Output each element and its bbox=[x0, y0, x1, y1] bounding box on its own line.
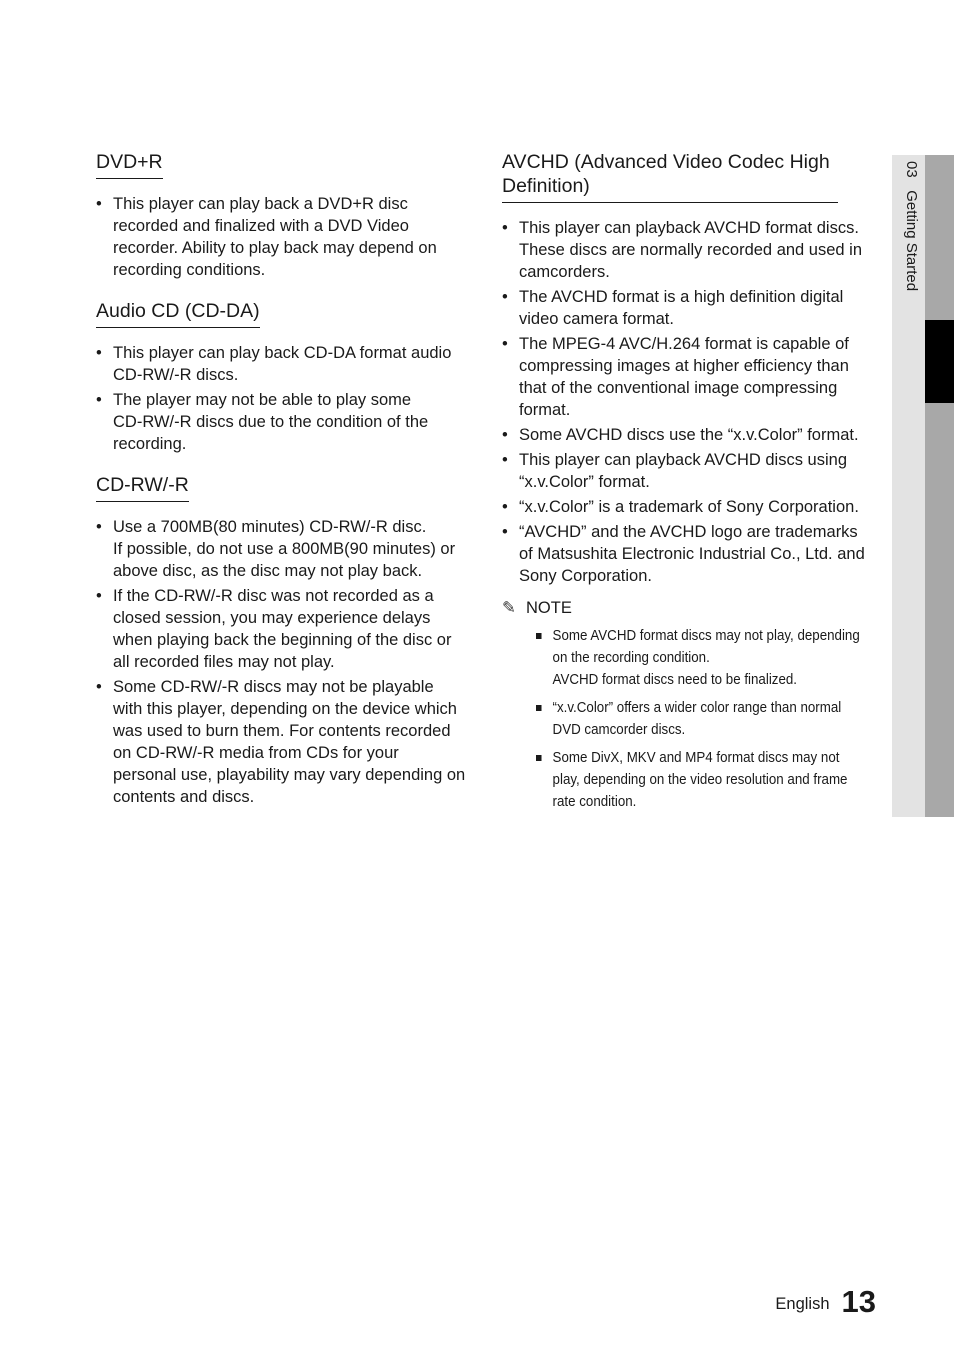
bullet-icon: • bbox=[502, 498, 508, 516]
section-heading: CD-RW/-R bbox=[96, 473, 189, 502]
section-cd-rw-r bbox=[96, 473, 472, 808]
note-item: Some AVCHD format discs may not play, depending on the recording condition. AVCHD format discs need to be finalized. bbox=[536, 625, 870, 691]
square-bullet-icon bbox=[536, 633, 542, 639]
bullet-list bbox=[502, 217, 874, 587]
list-item: • The AVCHD format is a high definition digital video camera format. bbox=[502, 288, 844, 328]
list-item: • “x.v.Color” is a trademark of Sony Corporation. bbox=[502, 498, 859, 516]
list-item: • This player can play back a DVD+R disc recorded and finalized with a DVD Video recorder. Ability to play back may depend on recording conditions. bbox=[96, 195, 437, 279]
note-item: “x.v.Color” offers a wider color range than normal DVD camcorder discs. bbox=[536, 697, 870, 741]
list-item: • If the CD-RW/-R disc was not recorded as a closed session, you may experience delays when playing back the beginning of the disc or all recorded files may not play. bbox=[96, 587, 452, 671]
chapter-tab bbox=[892, 155, 954, 817]
section-avchd bbox=[502, 150, 874, 813]
list-item: • This player can playback AVCHD discs using “x.v.Color” format. bbox=[502, 451, 848, 491]
note-list bbox=[502, 625, 874, 813]
list-item: • Use a 700MB(80 minutes) CD-RW/-R disc. If possible, do not use a 800MB(90 minutes) or above disc, as the disc may not play back. bbox=[96, 518, 456, 580]
chapter-tab-edge bbox=[925, 155, 954, 817]
square-bullet-icon bbox=[536, 755, 542, 761]
bullet-icon: • bbox=[502, 523, 508, 541]
section-audio-cd bbox=[96, 299, 472, 455]
section-heading: Audio CD (CD-DA) bbox=[96, 299, 260, 328]
bullet-icon: • bbox=[96, 518, 102, 536]
list-item: • “AVCHD” and the AVCHD logo are trademarks of Matsushita Electronic Industrial Co., Ltd. and Sony Corporation. bbox=[502, 523, 865, 585]
note-item: Some DivX, MKV and MP4 format discs may not play, depending on the video resolution and frame rate condition. bbox=[536, 747, 870, 813]
bullet-icon: • bbox=[96, 391, 102, 409]
list-item: • This player can playback AVCHD format discs. These discs are normally recorded and used in camcorders. bbox=[502, 219, 863, 281]
note-label: NOTE bbox=[526, 599, 572, 617]
left-column bbox=[96, 150, 472, 826]
bullet-icon: • bbox=[96, 195, 102, 213]
bullet-icon: • bbox=[502, 426, 508, 444]
list-item: • Some AVCHD discs use the “x.v.Color” format. bbox=[502, 426, 859, 444]
section-heading: AVCHD (Advanced Video Codec High Definition) bbox=[502, 150, 838, 203]
list-item: • The MPEG-4 AVC/H.264 format is capable of compressing images at higher efficiency than that of the conventional image compressing format. bbox=[502, 335, 849, 419]
bullet-list bbox=[96, 342, 472, 455]
chapter-title: Getting Started bbox=[903, 190, 920, 292]
list-item: • This player can play back CD-DA format audio CD-RW/-R discs. bbox=[96, 344, 452, 384]
list-item: • The player may not be able to play some CD-RW/-R discs due to the condition of the recording. bbox=[96, 391, 429, 453]
page-footer bbox=[775, 1286, 876, 1318]
bullet-list bbox=[96, 516, 472, 808]
right-column bbox=[502, 150, 874, 831]
square-bullet-icon bbox=[536, 705, 542, 711]
page-number: 13 bbox=[841, 1284, 876, 1319]
bullet-icon: • bbox=[96, 678, 102, 696]
section-dvd-plus-r bbox=[96, 150, 472, 281]
bullet-list bbox=[96, 193, 472, 281]
bullet-icon: • bbox=[502, 451, 508, 469]
chapter-tab-label bbox=[896, 161, 920, 331]
bullet-icon: • bbox=[96, 587, 102, 605]
pencil-icon: ✎ bbox=[502, 599, 516, 617]
footer-language: English bbox=[775, 1295, 830, 1313]
chapter-number: 03 bbox=[903, 161, 920, 178]
note-heading bbox=[502, 597, 874, 619]
bullet-icon: • bbox=[502, 219, 508, 237]
list-item: • Some CD-RW/-R discs may not be playable with this player, depending on the device which was used to burn them. For contents recorded on CD-RW/-R media from CDs for your personal use, playability may vary depending on contents and discs. bbox=[96, 678, 466, 806]
bullet-icon: • bbox=[96, 344, 102, 362]
bullet-icon: • bbox=[502, 335, 508, 353]
chapter-tab-marker bbox=[925, 320, 954, 403]
section-heading: DVD+R bbox=[96, 150, 163, 179]
bullet-icon: • bbox=[502, 288, 508, 306]
